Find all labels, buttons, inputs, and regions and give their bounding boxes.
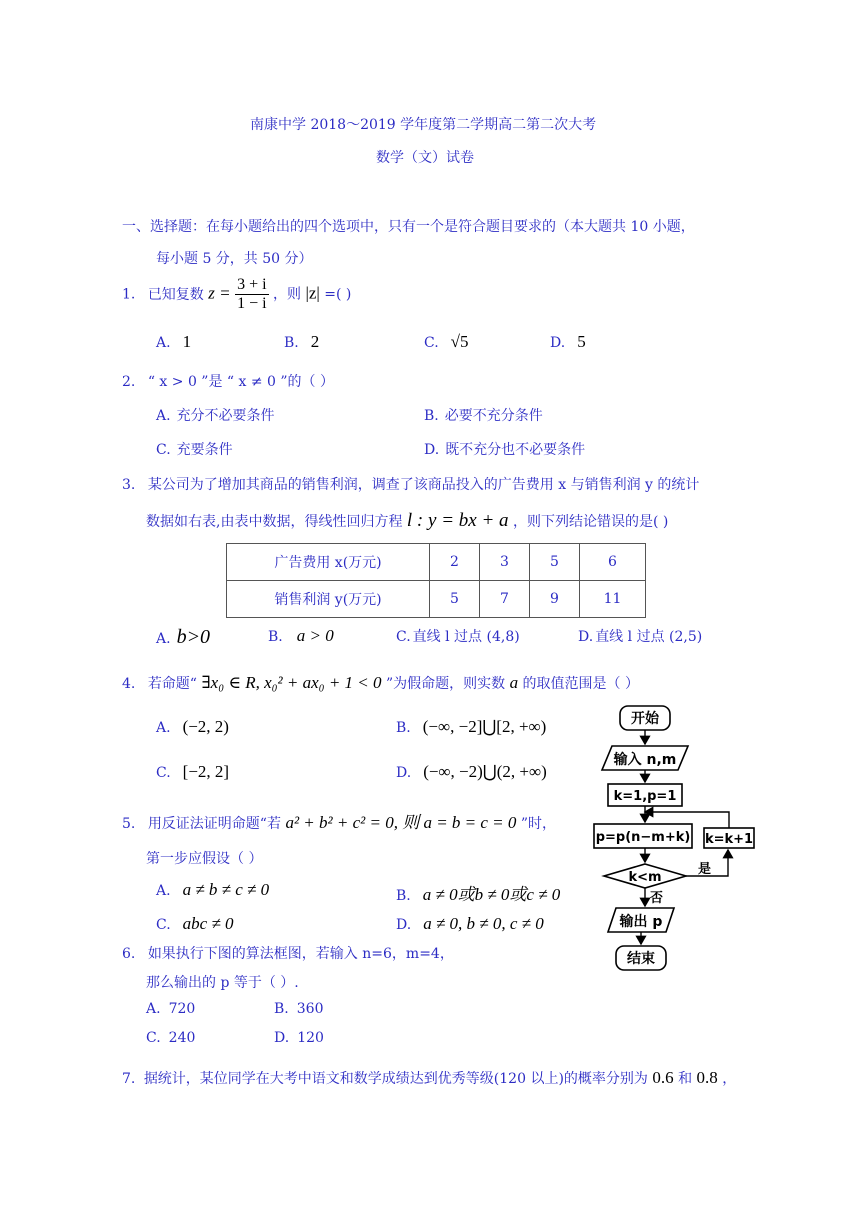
option-c[interactable]: C. abc ≠ 0 [156,914,234,933]
flow-process-label: p=p(n−m+k) [595,830,691,845]
table-cell: 5 [530,544,580,581]
data-table [226,543,646,618]
question-2 [122,371,334,391]
flow-output-label: 输出 p [619,914,663,930]
question-number: 4. [122,676,136,692]
question-text: 据统计，某位同学在大考中语文和数学成绩达到优秀等级(120 以上)的概率分别为 [143,1071,648,1087]
question-text: =( ) [324,286,352,303]
option-b[interactable]: B. a ≠ 0或b ≠ 0或c ≠ 0 [396,885,561,904]
question-number: 7. [122,1071,136,1087]
option-d[interactable]: D. 5 [550,332,586,351]
section-heading: 一、选择题：在每小题给出的四个选项中，只有一个是符合题目要求的（本大题共 10 小题， [122,219,695,235]
question-text: 和 [678,1071,693,1087]
question-text: ， [722,1071,737,1087]
row-header: 销售利润 y(万元) [227,581,430,618]
option-c[interactable]: C. [−2, 2] [156,762,230,781]
option-d[interactable]: D. (−∞, −2)⋃(2, +∞) [396,762,547,781]
option-d[interactable]: D. a ≠ 0, b ≠ 0, c ≠ 0 [396,914,544,933]
table-row [227,544,646,581]
question-text: 若命题“ [147,676,197,692]
question-7 [122,1068,736,1088]
fraction [235,276,268,313]
question-number: 5. [122,816,136,832]
question-text: ”时， [520,816,557,832]
flow-increment-label: k=k+1 [704,832,754,847]
flow-input-label: 输入 n,m [613,752,677,768]
option-a[interactable]: A. 1 [156,332,192,351]
option-a[interactable]: A. 720 [146,1001,196,1017]
question-number: 1. [122,286,136,303]
math-z: z = [208,283,231,303]
question-5 [122,808,556,833]
option-c[interactable]: C. 充要条件 [156,442,233,458]
question-text: ，则 [272,286,301,303]
table-cell: 3 [480,544,530,581]
option-d[interactable]: D. 直线 l 过点 (2,5) [578,629,703,645]
question-text: ，则下列结论错误的是( ) [512,514,669,530]
question-text: ”为假命题，则实数 [385,676,506,692]
math-abs-z: |z| [305,283,320,303]
question-text: 数据如右表,由表中数据，得线性回归方程 [146,514,403,530]
question-1 [122,276,351,313]
algorithm-flowchart [590,700,770,980]
option-c[interactable]: C. √5 [424,332,469,351]
section-heading-line2: 每小题 5 分，共 50 分） [156,251,313,267]
question-text: 用反证法证明命题“若 [147,816,281,832]
option-b[interactable]: B. (−∞, −2]⋃[2, +∞) [396,717,547,736]
flow-start-label: 开始 [631,711,659,727]
exam-title: 南康中学 2018～2019 学年度第二学期高二第二次大考 [250,117,597,133]
option-a[interactable]: A. b>0 [156,626,211,648]
question-text: 的取值范围是（ ） [522,676,639,692]
flow-condition-label: k<m [628,870,662,885]
flow-end-label: 结束 [627,951,655,967]
question-6 [122,943,454,963]
flow-init-label: k=1,p=1 [613,789,677,804]
question-text: 某公司为了增加其商品的销售利润，调查了该商品投入的广告费用 x 与销售利润 y 的统计 [147,477,700,493]
option-d[interactable]: D. 既不充分也不必要条件 [424,442,586,458]
option-b[interactable]: B. 必要不充分条件 [424,408,543,424]
flow-no-label: 否 [650,891,664,906]
math-expression: a² + b² + c² = 0, 则 a = b = c = 0 [285,813,517,832]
option-d[interactable]: D. 120 [274,1030,324,1046]
table-cell: 6 [580,544,646,581]
question-4 [122,673,639,693]
exam-subtitle: 数学（文）试卷 [376,150,474,166]
math-expression: ∃x₀ ∈ R, x₀² + ax₀ + 1 < 0 [201,673,382,692]
option-b[interactable]: B. 360 [274,1001,324,1017]
fraction-denominator: 1 − i [237,295,267,312]
flow-yes-label: 是 [698,862,712,877]
option-a[interactable]: A. a ≠ b ≠ c ≠ 0 [156,880,270,899]
table-cell: 7 [480,581,530,618]
row-header: 广告费用 x(万元) [227,544,430,581]
question-3 [122,474,699,494]
probability-value: 0.6 [652,1068,674,1087]
table-cell: 5 [430,581,480,618]
table-cell: 2 [430,544,480,581]
question-6-line2: 那么输出的 p 等于（ ）. [146,975,299,991]
option-a[interactable]: A. (−2, 2) [156,717,229,736]
question-text: 已知复数 [147,286,204,303]
option-b[interactable]: B. 2 [284,332,320,351]
table-row [227,581,646,618]
question-number: 3. [122,477,136,493]
question-5-line2: 第一步应假设（ ） [146,851,263,867]
question-text: 如果执行下图的算法框图，若输入 n=6，m=4， [147,946,454,962]
table-cell: 11 [580,581,646,618]
question-number: 6. [122,946,136,962]
math-variable: a [509,673,519,692]
table-cell: 9 [530,581,580,618]
option-c[interactable]: C. 240 [146,1030,196,1046]
option-a[interactable]: A. 充分不必要条件 [156,408,275,424]
question-text: “ x > 0 ”是 “ x ≠ 0 ”的（ ） [147,374,335,390]
option-c[interactable]: C. 直线 l 过点 (4,8) [396,629,520,645]
regression-equation: l : y = bx + a [406,510,509,531]
question-3-line2 [146,510,668,532]
question-number: 2. [122,374,136,390]
probability-value: 0.8 [696,1068,718,1087]
option-b[interactable]: B. a > 0 [268,626,334,645]
fraction-numerator: 3 + i [237,276,267,293]
